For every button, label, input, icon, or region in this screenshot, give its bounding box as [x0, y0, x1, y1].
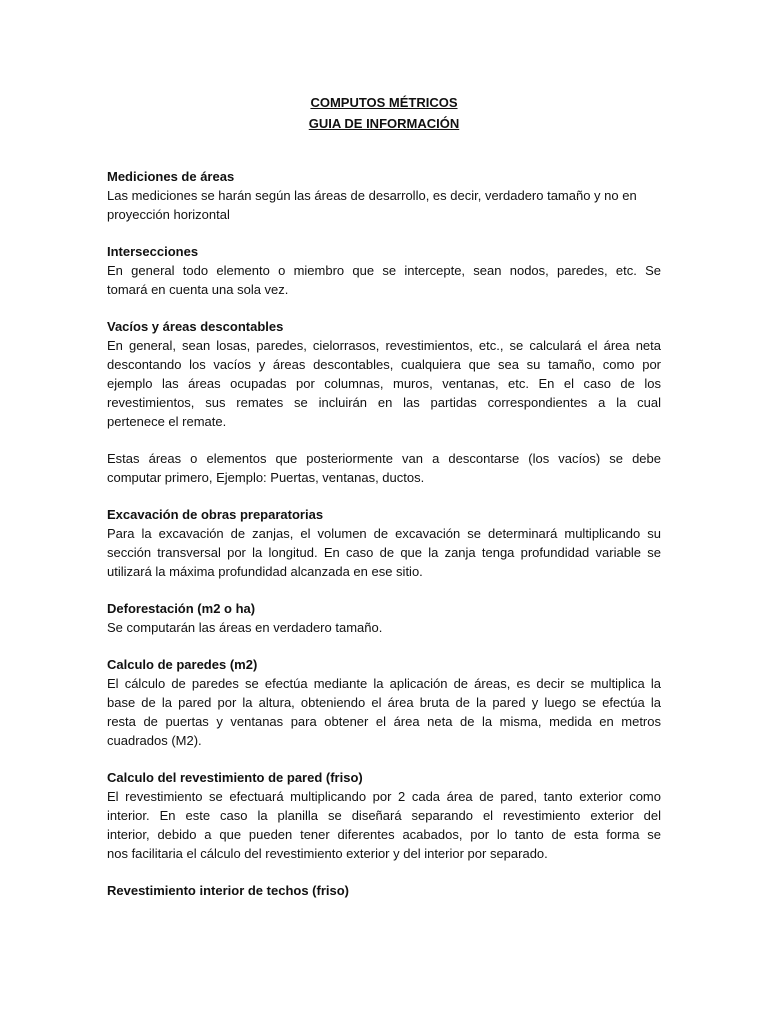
paragraph-line: Estas áreas o elementos que posteriormente van a descontarse (los vacíos) se debe: [107, 451, 661, 466]
section-deforestacion: [107, 599, 661, 637]
paragraph-line: pertenece el remate.: [107, 414, 227, 429]
paragraph-line: ejemplo las áreas ocupadas por columnas, muros, ventanas, etc. En el caso de los: [107, 376, 661, 391]
section-heading: Calculo de paredes (m2): [107, 657, 258, 672]
section-revestimiento-interior-de-techos: [107, 881, 661, 900]
section-intersecciones: [107, 242, 661, 299]
paragraph-line: En general todo elemento o miembro que se intercepte, sean nodos, paredes, etc. Se: [107, 263, 661, 278]
section-excavacion-de-obras-preparatorias: [107, 505, 661, 581]
paragraph-line: computar primero, Ejemplo: Puertas, ventanas, ductos.: [107, 470, 425, 485]
section-heading: Calculo del revestimiento de pared (friso): [107, 770, 363, 785]
section-paragraph: [107, 336, 661, 431]
paragraph-line: cuadrados (M2).: [107, 733, 202, 748]
paragraph-line: nos facilitaria el cálculo del revestimiento exterior y del interior por separado.: [107, 846, 548, 861]
paragraph-line: interior, debido a que pueden tener diferentes acabados, por lo tanto de esta forma se: [107, 827, 661, 842]
section-heading: Intersecciones: [107, 244, 199, 259]
paragraph-line: resta de puertas y ventanas para obtener el área neta de la misma, medida en metros: [107, 714, 661, 729]
section-paragraph: [107, 186, 661, 224]
paragraph-line: utilizará la máxima profundidad alcanzada en ese sitio.: [107, 564, 423, 579]
document-header: [0, 92, 768, 134]
document-title: COMPUTOS MÉTRICOS: [310, 95, 458, 110]
paragraph-line: proyección horizontal: [107, 207, 230, 222]
section-areas-a-descontar-note: [107, 449, 661, 487]
paragraph-line: tomará en cuenta una sola vez.: [107, 282, 289, 297]
paragraph-line: interior. En este caso la planilla se diseñará separando el revestimiento exterior del: [107, 808, 661, 823]
paragraph-line: revestimientos, sus remates se incluirán en las partidas correspondientes a la cual: [107, 395, 661, 410]
section-paragraph: [107, 261, 661, 299]
section-paragraph: [107, 787, 661, 863]
paragraph-line: Se computarán las áreas en verdadero tamaño.: [107, 620, 383, 635]
document-body: [107, 167, 661, 918]
paragraph-line: El cálculo de paredes se efectúa mediante la aplicación de áreas, es decir se multiplica la: [107, 676, 661, 691]
section-calculo-del-revestimiento-de-pared: [107, 768, 661, 863]
paragraph-line: El revestimiento se efectuará multiplicando por 2 cada área de pared, tanto exterior como: [107, 789, 661, 804]
document-subtitle: GUIA DE INFORMACIÓN: [308, 116, 460, 131]
section-paragraph: [107, 524, 661, 581]
paragraph-line: descontando los vacíos y áreas descontables, cualquiera que sea su tamaño, como por: [107, 357, 661, 372]
section-heading: Deforestación (m2 o ha): [107, 601, 256, 616]
section-paragraph: [107, 618, 661, 637]
section-vacios-y-areas-descontables: [107, 317, 661, 431]
section-paragraph: [107, 674, 661, 750]
section-heading: Mediciones de áreas: [107, 169, 235, 184]
paragraph-line: sección transversal por la longitud. En caso de que la zanja tenga profundidad variable se: [107, 545, 661, 560]
section-heading: Revestimiento interior de techos (friso): [107, 883, 349, 898]
paragraph-line: En general, sean losas, paredes, cielorrasos, revestimientos, etc., se calculará el área neta: [107, 338, 661, 353]
paragraph-line: base de la pared por la altura, obteniendo el área bruta de la pared y luego se efectúa la: [107, 695, 661, 710]
section-heading: Vacíos y áreas descontables: [107, 319, 284, 334]
paragraph-line: Las mediciones se harán según las áreas de desarrollo, es decir, verdadero tamaño y no en: [107, 188, 637, 203]
section-mediciones-de-areas: [107, 167, 661, 224]
section-paragraph: [107, 449, 661, 487]
section-heading: Excavación de obras preparatorias: [107, 507, 324, 522]
paragraph-line: Para la excavación de zanjas, el volumen de excavación se determinará multiplicando su: [107, 526, 661, 541]
section-calculo-de-paredes: [107, 655, 661, 750]
